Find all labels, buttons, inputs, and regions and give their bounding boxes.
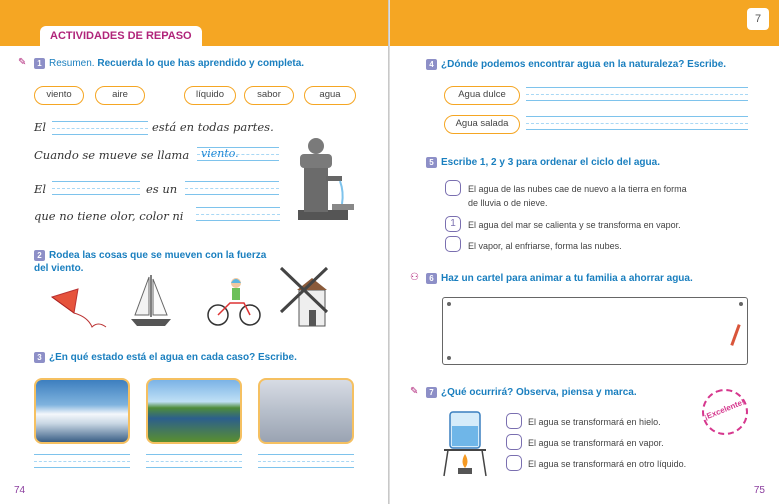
answer-line[interactable] [146, 454, 242, 468]
answer-line[interactable] [258, 454, 354, 468]
question-number: 1 [34, 58, 45, 69]
cycle-step-text: El vapor, al enfriarse, forma las nubes. [468, 241, 622, 251]
question-number: 2 [34, 250, 45, 261]
word-pill: aire [95, 86, 145, 105]
question-number: 5 [426, 157, 437, 168]
question-6 [426, 272, 693, 285]
page-box-number: 7 [747, 8, 769, 30]
question-7 [426, 386, 637, 399]
page-number: 75 [753, 485, 765, 496]
answer-option: El agua se transformará en vapor. [528, 438, 664, 448]
cyclist-illustration[interactable] [206, 275, 262, 329]
right-page [390, 0, 779, 504]
word-pill: líquido [184, 86, 236, 105]
sailboat-illustration[interactable] [127, 271, 175, 329]
question-1 [34, 57, 304, 70]
question-text: Escribe 1, 2 y 3 para ordenar el ciclo del agua. [441, 157, 660, 168]
order-box[interactable] [445, 180, 461, 196]
cycle-step-text: El agua de las nubes cae de nuevo a la tierra en forma de lluvia o de nieve. [468, 184, 687, 208]
sentence-text: que no tiene olor, color ni [34, 209, 184, 223]
order-box[interactable] [445, 236, 461, 252]
word-pill: sabor [244, 86, 294, 105]
sentence-text: es un [146, 182, 178, 196]
header-bar [390, 0, 779, 46]
stamp-text: ¡Excelente! [702, 397, 746, 422]
question-4 [426, 58, 726, 71]
answer-line[interactable] [52, 181, 140, 195]
pill-salt-water: Agua salada [444, 115, 520, 134]
pencil-icon: ✎ [18, 57, 27, 68]
answer-line[interactable] [526, 87, 748, 101]
snowy-mountain-photo [34, 378, 130, 444]
pencil-icon: ✎ [410, 386, 419, 397]
left-page [0, 0, 389, 504]
pencil-icon [730, 324, 740, 346]
question-3 [34, 351, 297, 364]
question-number: 6 [426, 273, 437, 284]
answer-checkbox[interactable] [506, 434, 522, 450]
answer-option: El agua se transformará en otro líquido. [528, 459, 687, 469]
sentence-text: está en todas partes. [152, 120, 274, 134]
question-text: ¿Dónde podemos encontrar agua en la naturaleza? Escribe. [441, 59, 727, 70]
answer-line[interactable] [185, 181, 279, 195]
windmill-illustration[interactable] [275, 262, 335, 330]
heating-beaker-illustration [438, 406, 494, 478]
lake-photo [146, 378, 242, 444]
question-text: ¿En qué estado está el agua en cada caso? Escribe. [49, 352, 297, 363]
poster-area[interactable] [442, 297, 748, 365]
question-text: Haz un cartel para animar a tu familia a ahorrar agua. [441, 273, 693, 284]
sentence-text: El [34, 182, 47, 196]
question-5 [426, 156, 660, 169]
question-number: 7 [426, 387, 437, 398]
water-fountain-illustration [288, 132, 358, 224]
sentence-text: El [34, 120, 47, 134]
answer-line[interactable] [196, 207, 280, 221]
question-text: Rodea las cosas que se mueven con la fuerza del viento. [34, 250, 267, 274]
fog-photo [258, 378, 354, 444]
kite-illustration[interactable] [48, 287, 108, 329]
cycle-step-text: El agua del mar se calienta y se transforma en vapor. [468, 220, 681, 230]
word-pill: agua [304, 86, 356, 105]
question-text: Recuerda lo que has aprendido y completa. [97, 58, 305, 69]
excellent-stamp [695, 382, 755, 442]
sentence-text: Cuando se mueve se llama [34, 148, 190, 162]
answer-checkbox[interactable] [506, 413, 522, 429]
question-number: 4 [426, 59, 437, 70]
answer-option: El agua se transformará en hielo. [528, 417, 661, 427]
filled-answer: viento. [201, 147, 239, 160]
answer-line[interactable] [52, 121, 148, 135]
answer-checkbox[interactable] [506, 455, 522, 471]
pill-fresh-water: Agua dulce [444, 86, 520, 105]
order-box[interactable]: 1 [445, 216, 461, 232]
group-icon: ⚇ [410, 272, 419, 283]
word-pill: viento [34, 86, 84, 105]
page-number: 74 [14, 485, 26, 496]
answer-line[interactable] [34, 454, 130, 468]
question-lead: Resumen. [49, 58, 95, 69]
question-text: ¿Qué ocurrirá? Observa, piensa y marca. [441, 387, 637, 398]
answer-line[interactable] [526, 116, 748, 130]
question-number: 3 [34, 352, 45, 363]
section-title: ACTIVIDADES DE REPASO [40, 26, 202, 46]
